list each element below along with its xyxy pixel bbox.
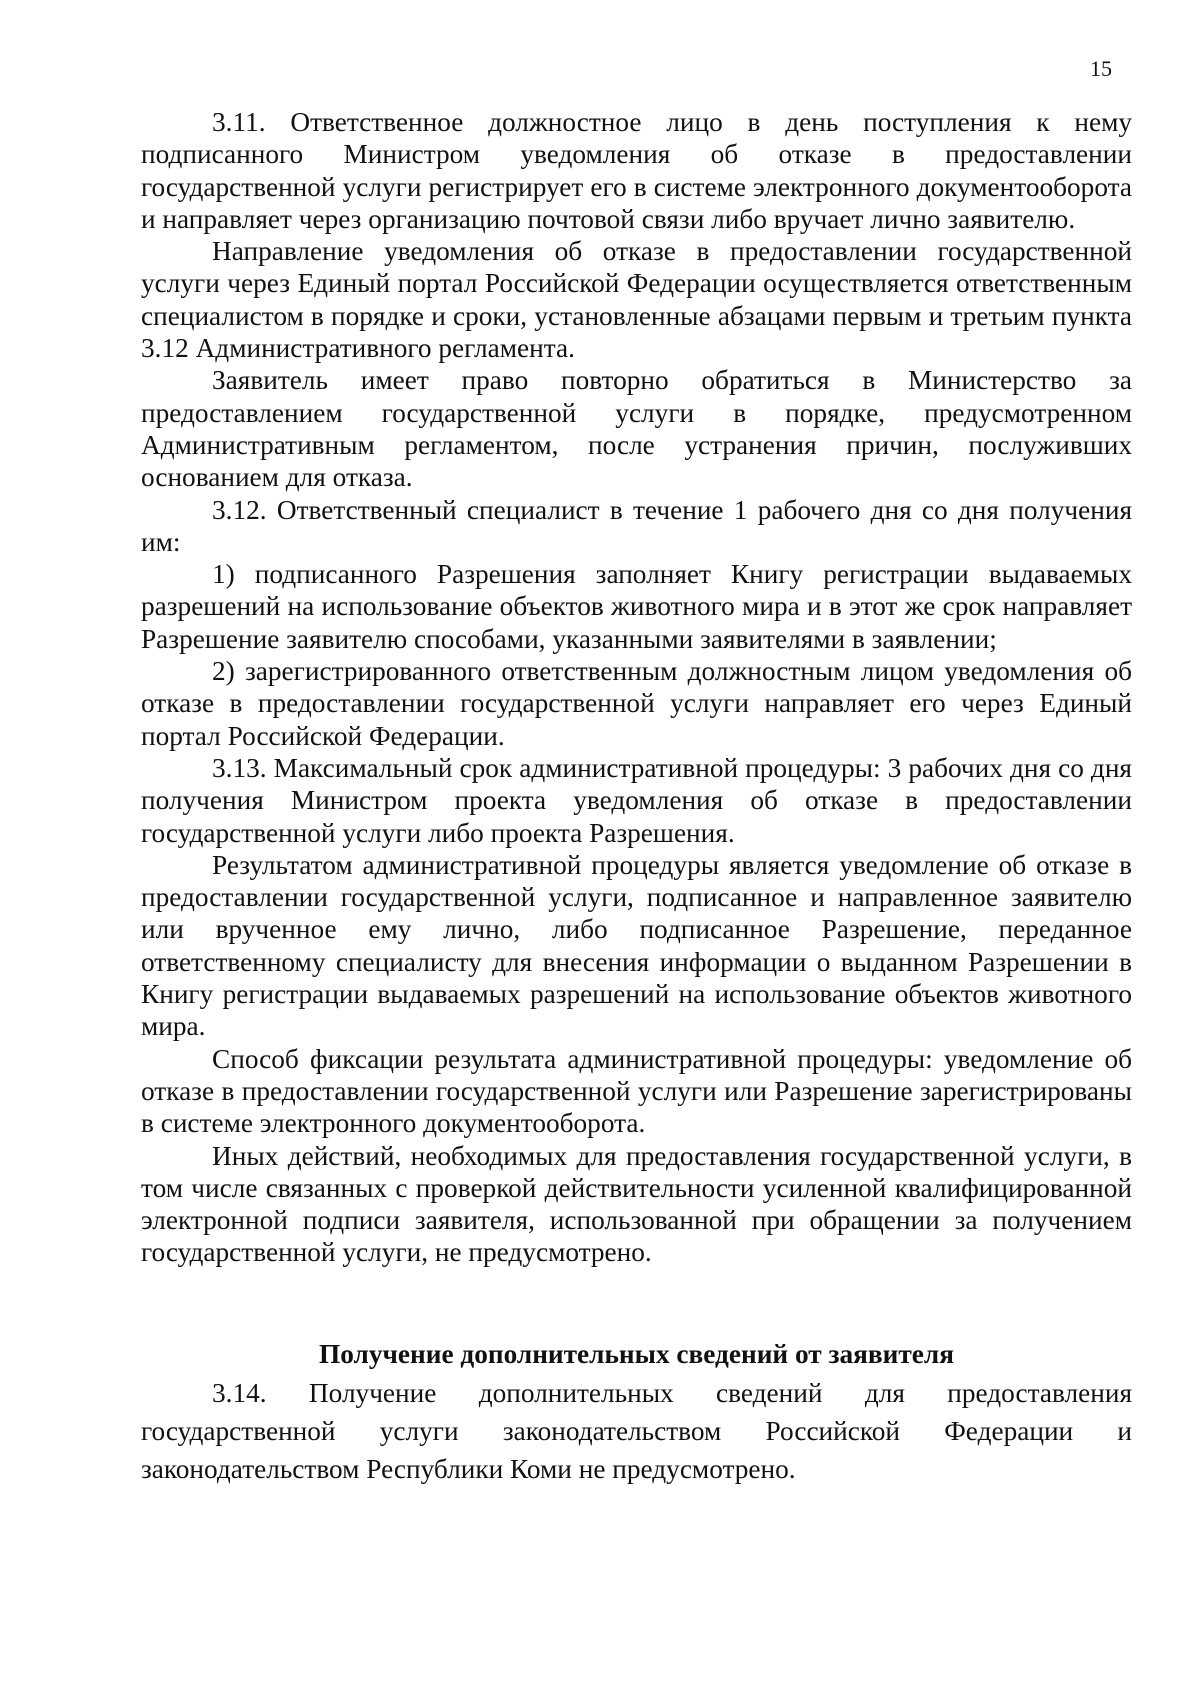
paragraph-3-12-item-2: 2) зарегистрированного ответственным должностным лицом уведомления об отказе в предоставлении государственной услуги направляет его через Единый портал Российской Федерации. <box>141 656 1132 751</box>
paragraph-portal-notice: Направление уведомления об отказе в предоставлении государственной услуги через Единый портал Российской Федерации осуществляется ответственным специалистом в порядке и сроки, установленные абзацами первым и третьим пункта 3.12 Административного регламента. <box>141 236 1132 364</box>
paragraph-other-actions: Иных действий, необходимых для предоставления государственной услуги, в том числе связанных с проверкой действительности усиленной квалифицированной электронной подписи заявителя, использованной при обращении за получением государственной услуги, не предусмотрено. <box>141 1140 1132 1268</box>
paragraph-3-14: 3.14. Получение дополнительных сведений для предоставления государственной услуги законодательством Российской Федерации и законодательством Республики Коми не предусмотрено. <box>141 1378 1132 1484</box>
paragraph-reapply-right: Заявитель имеет право повторно обратиться в Министерство за предоставлением государственной услуги в порядке, предусмотренном Административным регламентом, после устранения причин, послуживших основанием для отказа. <box>141 365 1132 493</box>
final-section-body <box>141 1374 1132 1488</box>
document-body <box>141 106 1132 1269</box>
paragraph-3-12-item-1: 1) подписанного Разрешения заполняет Книгу регистрации выдаваемых разрешений на использование объектов животного мира и в этот же срок направляет Разрешение заявителю способами, указанными заявителями в заявлении; <box>141 559 1132 654</box>
page-number: 15 <box>1090 56 1112 81</box>
paragraph-3-12: 3.12. Ответственный специалист в течение 1 рабочего дня со дня получения им: <box>141 494 1132 557</box>
paragraph-3-13: 3.13. Максимальный срок административной процедуры: 3 рабочих дня со дня получения Министром проекта уведомления об отказе в предоставлении государственной услуги либо проекта Разрешения. <box>141 752 1132 848</box>
paragraph-result-recording: Способ фиксации результата административной процедуры: уведомление об отказе в предоставлении государственной услуги или Разрешение зарегистрированы в системе электронного документооборота. <box>141 1043 1132 1139</box>
paragraph-3-11: 3.11. Ответственное должностное лицо в день поступления к нему подписанного Министром уведомления об отказе в предоставлении государственной услуги регистрирует его в системе электронного документооборота и направляет через организацию почтовой связи либо вручает лично заявителю. <box>141 107 1132 234</box>
paragraph-procedure-result: Результатом административной процедуры является уведомление об отказе в предоставлении государственной услуги, подписанное и направленное заявителю или врученное ему лично, либо подписанное Разрешение, переданное ответственному специалисту для внесения информации о выданном Разрешении в Книгу регистрации выдаваемых разрешений на использование объектов животного мира. <box>141 849 1132 1042</box>
section-heading: Получение дополнительных сведений от заявителя <box>319 1339 954 1369</box>
